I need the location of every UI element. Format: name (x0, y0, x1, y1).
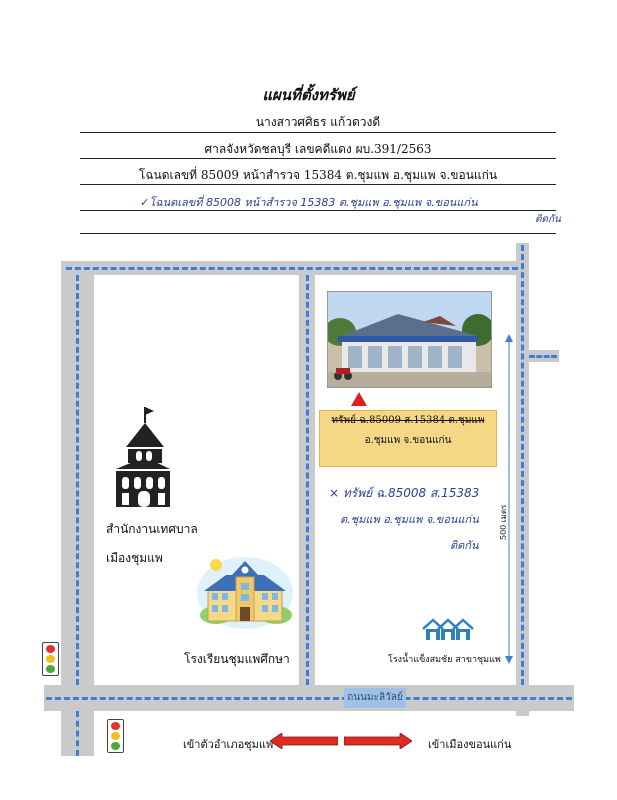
town-hall-icon (112, 405, 174, 507)
distance-label: 500 เมตร (499, 504, 508, 540)
handwritten-property-3: ติดกัน (450, 539, 479, 552)
owner-name: นางสาวศศิธร แก้วดวงดี (255, 115, 381, 129)
municipal-office-label-2: เมืองชุมแพ (106, 551, 163, 565)
court-case: ศาลจังหวัดชลบุรี เลขคดีแดง ผบ.391/2563 (204, 142, 432, 156)
page-title: แผนที่ตั้งทรัพย์ (262, 86, 355, 104)
school-label: โรงเรียนชุมแพศึกษา (184, 652, 290, 666)
handwritten-note: ติดกัน (535, 214, 561, 225)
ice-factory-icon (421, 617, 475, 641)
handwritten-property-1: × ทรัพย์ ฉ.85008 ส.15383 (329, 486, 480, 500)
lane-marking (76, 275, 79, 685)
right-direction-label: เข้าเมืองขอนแก่น (428, 738, 512, 751)
traffic-light-icon (42, 642, 59, 676)
lane-marking (529, 355, 557, 358)
lane-marking (46, 697, 572, 700)
deed-line: โฉนดเลขที่ 85009 หน้าสำรวจ 15384 ต.ชุมแพ อ.ชุมแพ จ.ขอนแก่น (138, 168, 498, 182)
property-label-box (319, 410, 497, 467)
lane-marking (306, 275, 309, 685)
lane-marking (66, 267, 518, 270)
left-direction-label: เข้าตัวอำเภอชุมแพ (183, 738, 274, 751)
header-rule (80, 184, 556, 185)
handwritten-property-2: ต.ชุมแพ อ.ชุมแพ จ.ขอนแก่น (340, 513, 479, 526)
header-rule (80, 132, 556, 133)
traffic-light-icon (107, 719, 124, 753)
property-marker-icon (351, 392, 367, 406)
school-icon (196, 555, 294, 631)
left-arrow-icon (270, 733, 338, 749)
ice-factory-label: โรงน้ำแข็งสมชัย สาขาชุมแพ (388, 655, 501, 665)
road-name-label: ถนนมะลิวัลย์ (344, 688, 406, 708)
lane-marking (76, 711, 79, 756)
handwritten-deed: ✓โฉนดเลขที่ 85008 หน้าสำรวจ 15383 ต.ชุมแพ อ.ชุมแพ จ.ขอนแก่น (140, 196, 478, 209)
property-label-line2: อ.ชุมแพ จ.ขอนแก่น (364, 435, 452, 446)
property-photo (327, 291, 492, 388)
lane-marking (521, 245, 524, 685)
header-rule (80, 233, 556, 234)
municipal-office-label: สำนักงานเทศบาล (106, 522, 198, 536)
distance-arrow (503, 334, 515, 664)
right-arrow-icon (344, 733, 412, 749)
header-rule (80, 210, 556, 211)
property-label-line1: ทรัพย์ ฉ.85009 ส.15384 ต.ชุมแพ (331, 415, 485, 426)
header-rule (80, 158, 556, 159)
